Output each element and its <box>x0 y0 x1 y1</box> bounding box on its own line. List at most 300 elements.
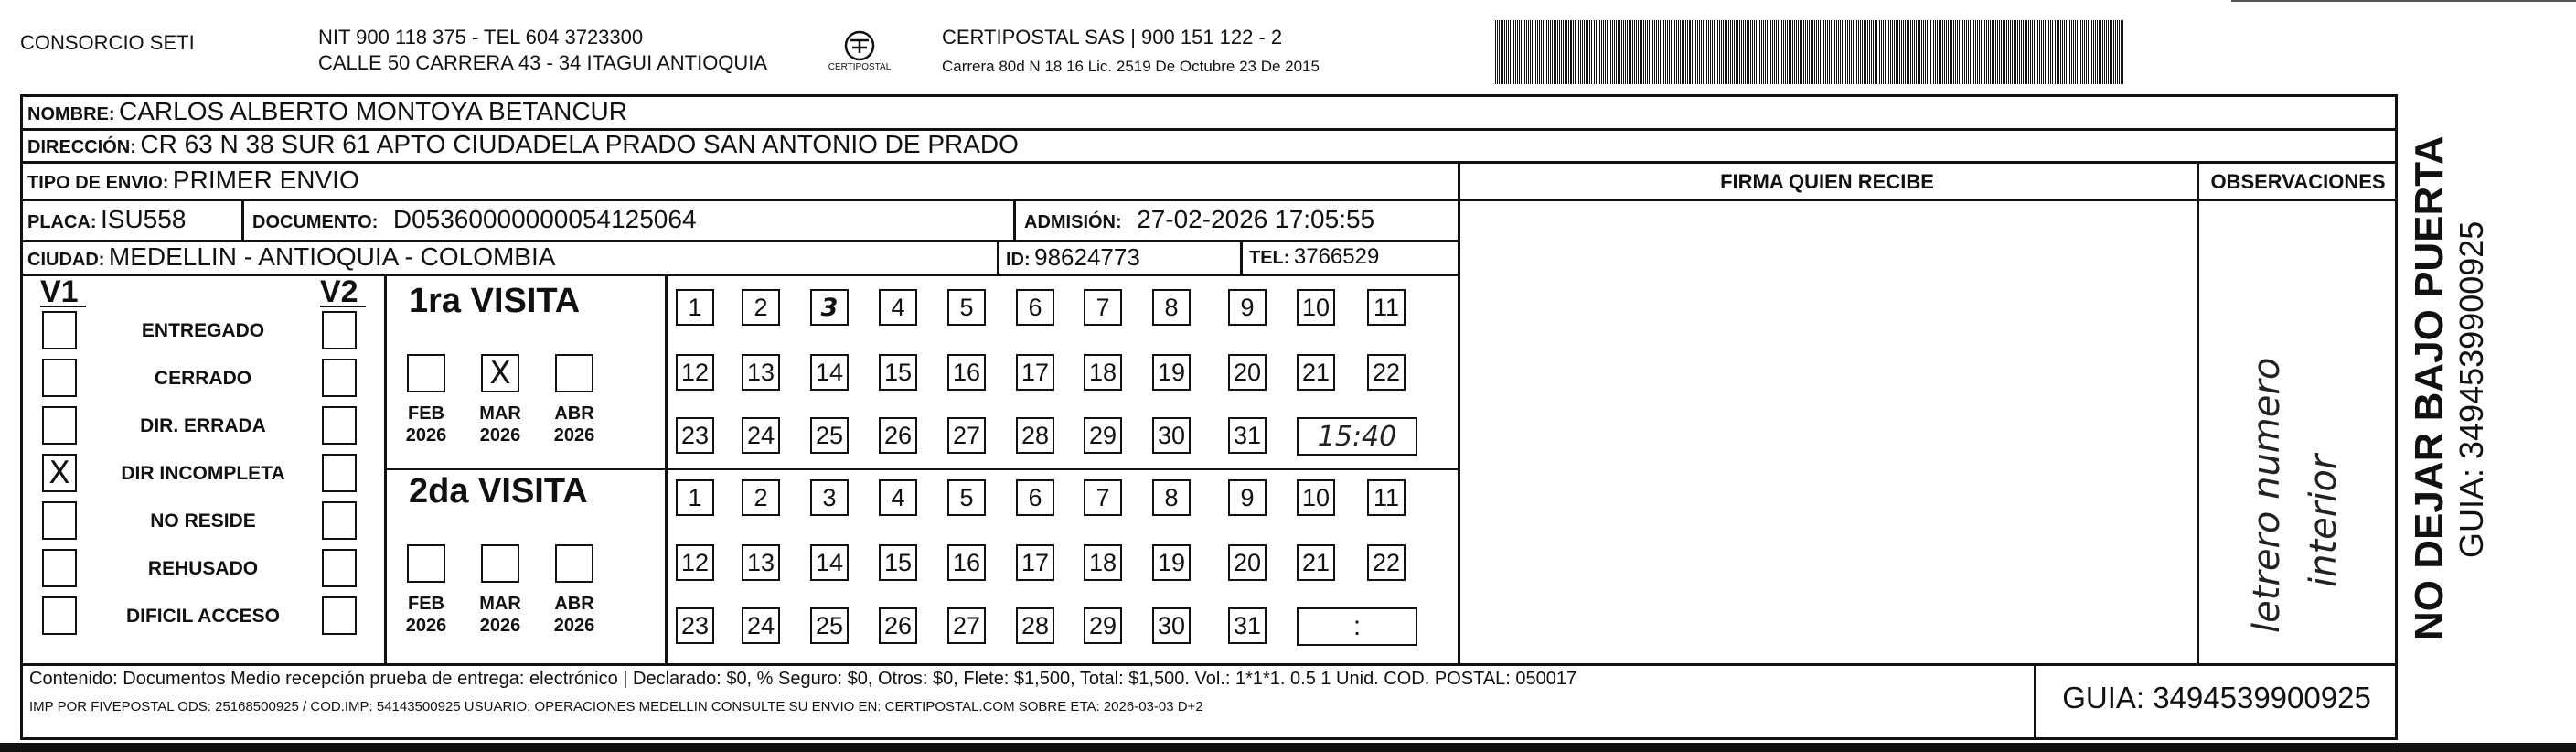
barcode-bar <box>2122 20 2123 84</box>
visit1-title: 1ra VISITA <box>409 282 581 320</box>
status-label: REHUSADO <box>147 558 259 579</box>
barcode-bar <box>1641 20 1642 84</box>
barcode-bar <box>1618 20 1619 84</box>
tel-label: TEL: <box>1249 248 1290 268</box>
barcode-bar <box>1847 20 1848 84</box>
day-box[interactable]: 30 <box>1152 607 1191 644</box>
barcode-bar <box>1814 20 1815 84</box>
day-box[interactable]: 17 <box>1016 544 1054 581</box>
certipostal-logo-icon <box>827 27 893 81</box>
day-box[interactable]: 10 <box>1297 289 1335 326</box>
barcode-bar <box>1781 20 1782 84</box>
barcode-bar <box>1809 20 1810 84</box>
day-box[interactable]: 6 <box>1016 479 1054 516</box>
barcode-bar <box>1787 20 1788 84</box>
barcode-bar <box>1977 20 1978 84</box>
barcode-bar <box>1754 20 1755 84</box>
barcode-bar <box>1510 20 1511 84</box>
v1-checkbox[interactable] <box>42 359 77 397</box>
footer-content-line: Contenido: Documentos Medio recepción prueba de entrega: electrónico | Declarado: $0, % Seguro: $0, Otros: $0, Flete: $1,500, Total: $1,500. Vol.: 1*1*1. 0.5 1 Unid. COD. POSTAL: 050017 <box>29 669 1577 689</box>
day-box[interactable]: 23 <box>676 607 714 644</box>
barcode-bar <box>1896 20 1897 84</box>
v1-checkbox[interactable]: X <box>42 454 77 492</box>
barcode-bar <box>1736 20 1737 84</box>
shipping-type-row <box>27 165 359 200</box>
day-box[interactable]: 3 <box>810 479 849 516</box>
barcode-bar <box>2019 20 2020 84</box>
barcode-bar <box>2025 20 2026 84</box>
day-box[interactable]: 11 <box>1367 479 1406 516</box>
barcode-bar <box>1632 20 1633 84</box>
bottom-edge <box>0 743 2576 752</box>
barcode-bar <box>2071 20 2072 84</box>
barcode-bar <box>1667 20 1668 84</box>
barcode-bar <box>1774 20 1775 84</box>
id-cell <box>1006 242 1140 277</box>
barcode-bar <box>1984 20 1985 84</box>
company-name: CONSORCIO SETI <box>20 31 195 54</box>
barcode-bar <box>1879 20 1880 84</box>
day-box[interactable]: 15 <box>879 544 917 581</box>
day-box[interactable]: 27 <box>947 417 986 454</box>
barcode-bar <box>1785 20 1786 84</box>
city-label: CIUDAD: <box>27 250 105 270</box>
day-box[interactable]: 28 <box>1016 417 1054 454</box>
barcode-bar <box>1745 20 1746 84</box>
plate-value: ISU558 <box>101 205 187 233</box>
day-box[interactable]: 16 <box>947 544 986 581</box>
barcode-bar <box>2052 20 2053 84</box>
barcode-bar <box>2064 20 2065 84</box>
v2-label: V2 <box>320 274 358 309</box>
barcode-bar <box>1772 20 1773 84</box>
barcode-bar <box>2066 20 2067 84</box>
barcode-bar <box>1580 20 1581 84</box>
barcode-bar <box>1765 20 1766 84</box>
barcode-bar <box>1674 20 1675 84</box>
barcode-bar <box>1999 20 2000 84</box>
barcode-bar <box>2097 20 2098 84</box>
barcode-bar <box>1918 20 1919 84</box>
month-year: 2026 <box>479 425 521 446</box>
city-cell <box>27 242 555 277</box>
barcode-bar <box>2037 20 2038 84</box>
day-box[interactable]: 26 <box>879 607 917 644</box>
day-box[interactable]: 31 <box>1228 607 1267 644</box>
day-box[interactable]: 13 <box>742 544 780 581</box>
barcode-bar <box>1623 20 1624 84</box>
day-box[interactable]: 22 <box>1367 354 1406 391</box>
barcode-bar <box>1970 20 1971 84</box>
day-box[interactable]: 13 <box>742 354 780 391</box>
barcode-bar <box>1908 20 1909 84</box>
barcode-bar <box>1792 20 1793 84</box>
day-box[interactable]: 31 <box>1228 417 1267 454</box>
v1-label: V1 <box>40 274 79 309</box>
barcode-bar <box>1876 20 1877 84</box>
barcode-bar <box>2062 20 2063 84</box>
v2-checkbox[interactable] <box>322 359 357 397</box>
barcode-bar <box>2108 20 2109 84</box>
barcode-bar <box>1506 20 1507 84</box>
barcode-bar <box>2028 20 2029 84</box>
barcode-bar <box>1881 20 1882 84</box>
day-box[interactable]: 15 <box>879 354 917 391</box>
v2-checkbox[interactable] <box>322 549 357 587</box>
barcode-bar <box>2045 20 2046 84</box>
day-box[interactable]: 11 <box>1367 289 1406 326</box>
barcode-bar <box>2050 20 2051 84</box>
barcode-bar <box>1897 20 1898 84</box>
day-box[interactable]: 2 <box>742 289 780 326</box>
tel-cell <box>1249 242 1379 275</box>
day-box[interactable]: 14 <box>810 354 849 391</box>
status-label: NO RESIDE <box>150 510 256 532</box>
barcode-bar <box>1905 20 1906 84</box>
address-line: CALLE 50 CARRERA 43 - 34 ITAGUI ANTIOQUIA <box>318 51 768 74</box>
barcode-bar <box>2034 20 2035 84</box>
barcode-bar <box>1712 20 1713 84</box>
month-checkbox[interactable] <box>481 544 519 583</box>
barcode-bar <box>1678 20 1679 84</box>
barcode-bar <box>1955 20 1956 84</box>
barcode-bar <box>1939 20 1940 84</box>
barcode-bar <box>1614 20 1615 84</box>
barcode-bar <box>1695 20 1696 84</box>
barcode-bar <box>1603 20 1604 84</box>
barcode-bar <box>2119 20 2120 84</box>
barcode-bar <box>1552 20 1553 84</box>
day-box[interactable]: 6 <box>1016 289 1054 326</box>
day-box[interactable]: 9 <box>1228 479 1267 516</box>
barcode-bar <box>1537 20 1538 84</box>
barcode-bar <box>1548 20 1549 84</box>
day-box[interactable]: 18 <box>1084 544 1122 581</box>
day-box[interactable]: 19 <box>1152 354 1191 391</box>
barcode-bar <box>1752 20 1753 84</box>
barcode-bar <box>1741 20 1742 84</box>
month-label: FEB <box>408 594 444 614</box>
barcode-bar <box>2015 20 2016 84</box>
barcode-bar <box>1708 20 1709 84</box>
barcode-bar <box>2041 20 2042 84</box>
barcode-bar <box>1856 20 1857 84</box>
barcode-bar <box>1770 20 1771 84</box>
day-box[interactable]: 21 <box>1297 354 1335 391</box>
v1-checkbox[interactable] <box>42 406 77 445</box>
barcode-bar <box>1914 20 1915 84</box>
barcode-bar <box>2082 20 2083 84</box>
barcode-bar <box>1979 20 1980 84</box>
barcode-bar <box>2055 20 2056 84</box>
barcode-bar <box>2100 20 2101 84</box>
time-field[interactable]: : <box>1297 607 1417 646</box>
barcode-bar <box>1966 20 1967 84</box>
barcode-bar <box>1842 20 1843 84</box>
status-label: ENTREGADO <box>141 320 265 341</box>
barcode-bar <box>2099 20 2100 84</box>
barcode-bar <box>1951 20 1952 84</box>
barcode-bar <box>1541 20 1542 84</box>
document-label: DOCUMENTO: <box>252 212 379 232</box>
license-line: Carrera 80d N 18 16 Lic. 2519 De Octubre 23 De 2015 <box>942 58 1320 75</box>
barcode-bar <box>2121 20 2122 84</box>
barcode-bar <box>1763 20 1764 84</box>
barcode-bar <box>1869 20 1870 84</box>
barcode-bar <box>1807 20 1808 84</box>
barcode-bar <box>1840 20 1841 84</box>
no-dejar-warning: NO DEJAR BAJO PUERTA <box>2407 135 2452 640</box>
barcode-bar <box>1703 20 1704 84</box>
barcode-bar <box>1783 20 1784 84</box>
address-row <box>27 129 1019 165</box>
barcode-bar <box>1892 20 1893 84</box>
v1-checkbox[interactable] <box>42 596 77 635</box>
barcode-bar <box>1796 20 1797 84</box>
day-box[interactable]: 10 <box>1297 479 1335 516</box>
day-box[interactable]: 1 <box>676 289 714 326</box>
barcode-bar <box>2095 20 2096 84</box>
barcode-bar <box>2012 20 2013 84</box>
day-box[interactable]: 14 <box>810 544 849 581</box>
day-box[interactable]: 12 <box>676 354 714 391</box>
day-box[interactable]: 20 <box>1228 544 1267 581</box>
plate-label: PLACA: <box>27 212 97 232</box>
barcode-bar <box>1515 20 1516 84</box>
barcode-bar <box>2039 20 2040 84</box>
barcode-bar <box>1890 20 1891 84</box>
barcode-bar <box>1596 20 1597 84</box>
barcode-bar <box>1948 20 1949 84</box>
barcode-bar <box>1550 20 1551 84</box>
barcode-bar <box>1743 20 1744 84</box>
barcode-bar <box>1864 20 1865 84</box>
barcode-bar <box>1756 20 1757 84</box>
barcode-bar <box>1665 20 1666 84</box>
barcode-bar <box>2080 20 2081 84</box>
barcode-bar <box>2115 20 2116 84</box>
barcode-bar <box>1643 20 1644 84</box>
day-box[interactable]: 25 <box>810 607 849 644</box>
day-box[interactable]: 29 <box>1084 607 1122 644</box>
v1-checkbox[interactable] <box>42 549 77 587</box>
day-box[interactable]: 16 <box>947 354 986 391</box>
day-box[interactable]: 20 <box>1228 354 1267 391</box>
barcode-bar <box>1925 20 1926 84</box>
barcode-bar <box>1697 20 1698 84</box>
barcode-bar <box>1933 20 1934 84</box>
v2-checkbox[interactable] <box>322 406 357 445</box>
barcode-bar <box>1663 20 1664 84</box>
barcode-bar <box>1638 20 1639 84</box>
barcode-bar <box>1778 20 1779 84</box>
barcode-bar <box>1721 20 1722 84</box>
barcode-bar <box>1575 20 1576 84</box>
barcode-bar <box>1986 20 1987 84</box>
month-year: 2026 <box>405 616 447 636</box>
plate-cell <box>27 204 186 240</box>
barcode-bar <box>1816 20 1817 84</box>
day-box[interactable]: 7 <box>1084 289 1122 326</box>
barcode-bar <box>1820 20 1821 84</box>
barcode <box>1495 20 2126 84</box>
admission-label: ADMISIÓN: <box>1024 212 1122 232</box>
v1-checkbox[interactable] <box>42 501 77 540</box>
barcode-bar <box>1495 20 1496 84</box>
month-checkbox[interactable] <box>407 354 445 392</box>
barcode-bar <box>1805 20 1806 84</box>
barcode-bar <box>2014 20 2015 84</box>
barcode-bar <box>1723 20 1724 84</box>
barcode-bar <box>1829 20 1830 84</box>
barcode-bar <box>1546 20 1547 84</box>
nit-line: NIT 900 118 375 - TEL 604 3723300 <box>318 26 644 48</box>
barcode-bar <box>1759 20 1760 84</box>
month-checkbox[interactable] <box>555 544 593 583</box>
day-box[interactable]: 17 <box>1016 354 1054 391</box>
barcode-bar <box>1524 20 1525 84</box>
barcode-bar <box>2008 20 2009 84</box>
v1-checkbox[interactable] <box>42 311 77 349</box>
day-box[interactable]: 1 <box>676 479 714 516</box>
barcode-bar <box>1728 20 1729 84</box>
barcode-bar <box>1825 20 1826 84</box>
day-box[interactable]: 28 <box>1016 607 1054 644</box>
barcode-bar <box>1660 20 1661 84</box>
day-box[interactable]: 23 <box>676 417 714 454</box>
barcode-bar <box>1557 20 1558 84</box>
day-box[interactable]: 25 <box>810 417 849 454</box>
barcode-bar <box>1831 20 1832 84</box>
month-year: 2026 <box>479 616 521 636</box>
barcode-bar <box>1658 20 1659 84</box>
barcode-bar <box>2048 20 2049 84</box>
barcode-bar <box>1849 20 1850 84</box>
barcode-bar <box>1801 20 1802 84</box>
barcode-bar <box>1845 20 1846 84</box>
barcode-bar <box>1888 20 1889 84</box>
certipostal-logo <box>827 27 893 81</box>
barcode-bar <box>1953 20 1954 84</box>
day-box[interactable]: 19 <box>1152 544 1191 581</box>
barcode-bar <box>1566 20 1567 84</box>
day-box[interactable]: 3 <box>810 289 849 326</box>
barcode-bar <box>1827 20 1828 84</box>
barcode-bar <box>2043 20 2044 84</box>
barcode-icon <box>1495 20 2126 84</box>
barcode-bar <box>1647 20 1648 84</box>
day-box[interactable]: 4 <box>879 479 917 516</box>
day-box[interactable]: 5 <box>947 289 986 326</box>
month-label: FEB <box>408 403 444 424</box>
barcode-bar <box>1649 20 1650 84</box>
barcode-bar <box>2075 20 2076 84</box>
barcode-bar <box>1930 20 1931 84</box>
barcode-bar <box>1865 20 1866 84</box>
day-box[interactable]: 30 <box>1152 417 1191 454</box>
day-box[interactable]: 27 <box>947 607 986 644</box>
barcode-bar <box>2073 20 2074 84</box>
barcode-bar <box>2010 20 2011 84</box>
barcode-bar <box>1519 20 1520 84</box>
barcode-bar <box>2102 20 2103 84</box>
month-checkbox[interactable] <box>407 544 445 583</box>
city-value: MEDELLIN - ANTIOQUIA - COLOMBIA <box>108 242 556 271</box>
barcode-bar <box>1899 20 1900 84</box>
address-label: DIRECCIÓN: <box>27 137 136 157</box>
day-box[interactable]: 24 <box>742 607 780 644</box>
month-label: MAR <box>479 403 521 424</box>
barcode-bar <box>1589 20 1590 84</box>
barcode-bar <box>1973 20 1974 84</box>
signature-area[interactable] <box>1463 203 2191 661</box>
barcode-bar <box>1504 20 1505 84</box>
barcode-bar <box>1584 20 1585 84</box>
day-box[interactable]: 24 <box>742 417 780 454</box>
month-checkbox[interactable] <box>555 354 593 392</box>
barcode-bar <box>1919 20 1920 84</box>
day-box[interactable]: 8 <box>1152 479 1191 516</box>
day-box[interactable]: 18 <box>1084 354 1122 391</box>
day-box[interactable]: 4 <box>879 289 917 326</box>
barcode-bar <box>1508 20 1509 84</box>
v2-checkbox[interactable] <box>322 454 357 492</box>
day-box[interactable]: 21 <box>1297 544 1335 581</box>
recipient-address: CR 63 N 38 SUR 61 APTO CIUDADELA PRADO SAN ANTONIO DE PRADO <box>140 130 1019 158</box>
barcode-bar <box>1993 20 1994 84</box>
barcode-bar <box>1517 20 1518 84</box>
day-box[interactable]: 12 <box>676 544 714 581</box>
barcode-bar <box>1636 20 1637 84</box>
barcode-bar <box>1981 20 1982 84</box>
day-box[interactable]: 5 <box>947 479 986 516</box>
day-box[interactable]: 9 <box>1228 289 1267 326</box>
day-box[interactable]: 2 <box>742 479 780 516</box>
day-box[interactable]: 8 <box>1152 289 1191 326</box>
barcode-bar <box>1701 20 1702 84</box>
v2-checkbox[interactable] <box>322 501 357 540</box>
barcode-bar <box>1539 20 1540 84</box>
barcode-bar <box>1992 20 1993 84</box>
month-checkbox[interactable]: X <box>481 354 519 392</box>
barcode-bar <box>2023 20 2024 84</box>
footer-imp-line: IMP POR FIVEPOSTAL ODS: 25168500925 / COD.IMP: 54143500925 USUARIO: OPERACIONES MEDELLIN CONSULTE SU ENVIO EN: CERTIPOSTAL.COM SOBRE ETA: 2026-03-03 D+2 <box>29 699 1203 714</box>
month-year: 2026 <box>553 425 595 446</box>
barcode-bar <box>1616 20 1617 84</box>
barcode-bar <box>1497 20 1498 84</box>
tel-value: 3766529 <box>1293 244 1380 269</box>
v2-checkbox[interactable] <box>322 311 357 349</box>
certipostal-line: CERTIPOSTAL SAS | 900 151 122 - 2 <box>942 26 1283 48</box>
barcode-bar <box>1599 20 1600 84</box>
barcode-bar <box>1811 20 1812 84</box>
barcode-bar <box>1732 20 1733 84</box>
barcode-bar <box>2021 20 2022 84</box>
month-label: MAR <box>479 594 521 614</box>
barcode-bar <box>2104 20 2105 84</box>
barcode-bar <box>1625 20 1626 84</box>
barcode-bar <box>2017 20 2018 84</box>
v2-checkbox[interactable] <box>322 596 357 635</box>
day-box[interactable]: 26 <box>879 417 917 454</box>
barcode-bar <box>2111 20 2112 84</box>
barcode-bar <box>1706 20 1707 84</box>
barcode-bar <box>1894 20 1895 84</box>
day-box[interactable]: 22 <box>1367 544 1406 581</box>
time-field[interactable]: 15:40 <box>1297 417 1417 456</box>
day-box[interactable]: 7 <box>1084 479 1122 516</box>
day-box[interactable]: 29 <box>1084 417 1122 454</box>
